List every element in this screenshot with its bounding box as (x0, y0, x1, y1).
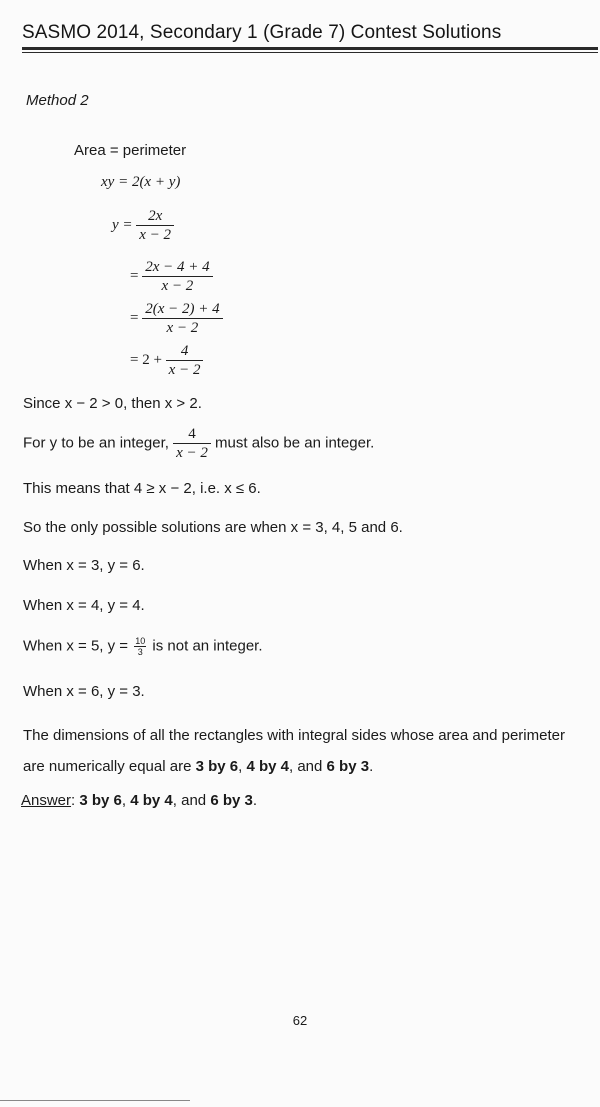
header-rule-thick (22, 47, 598, 50)
equation-step-4 (130, 300, 223, 337)
colon: : (71, 792, 76, 809)
fraction (166, 342, 204, 379)
integer-prefix: For y to be an integer, (23, 434, 169, 452)
case-x5 (23, 636, 263, 657)
denominator: x − 2 (142, 318, 222, 337)
denominator: x − 2 (136, 225, 174, 244)
numerator: 10 (135, 636, 146, 646)
numerator: 2x − 4 + 4 (145, 259, 210, 275)
numerator: 4 (180, 343, 189, 359)
separator: , (121, 792, 127, 809)
solutions-line: So the only possible solutions are when x = 3, 4, 5 and 6. (23, 519, 403, 536)
equation-step-5 (130, 342, 203, 379)
page-number: 62 (292, 1013, 308, 1028)
denominator: x − 2 (142, 276, 212, 295)
page-header: SASMO 2014, Secondary 1 (Grade 7) Contest Solutions (22, 22, 502, 43)
numerator: 2x (148, 208, 163, 224)
answer-line (21, 792, 257, 809)
equation-prefix: = 2 + (130, 351, 162, 368)
equals-sign: = (130, 309, 139, 326)
case-x3: When x = 3, y = 6. (23, 557, 145, 574)
denominator: x − 2 (166, 360, 204, 379)
period: . (369, 758, 374, 775)
case-x5-prefix: When x = 5, y = (23, 637, 129, 655)
rectangle-3-by-6: 3 by 6 (195, 758, 239, 775)
bottom-edge-line (0, 1100, 190, 1101)
separator: , and (289, 758, 323, 775)
answer-label: Answer (21, 792, 72, 809)
area-perimeter-equation: Area = perimeter (74, 142, 187, 159)
equation-xy: xy = 2(x + y) (101, 174, 181, 190)
case-x5-suffix: is not an integer. (152, 637, 263, 655)
answer-3-by-6: 3 by 6 (79, 792, 122, 809)
denominator: 3 (137, 647, 143, 657)
means-line: This means that 4 ≥ x − 2, i.e. x ≤ 6. (23, 480, 261, 497)
fraction (136, 207, 174, 244)
integer-suffix: must also be an integer. (215, 434, 375, 452)
rectangle-4-by-4: 4 by 4 (246, 758, 289, 775)
answer-4-by-4: 4 by 4 (130, 792, 173, 809)
fraction (142, 258, 212, 295)
integer-condition-line (23, 425, 374, 462)
header-rule-thin (22, 52, 598, 53)
fraction (142, 300, 222, 337)
equation-lhs: y = (112, 216, 133, 233)
since-line: Since x − 2 > 0, then x > 2. (23, 395, 202, 412)
answer-6-by-3: 6 by 3 (210, 792, 253, 809)
equation-step-3 (130, 258, 213, 295)
equation-y-fraction (112, 207, 174, 244)
separator: , and (172, 792, 207, 809)
period: . (252, 792, 258, 809)
case-x4: When x = 4, y = 4. (23, 597, 145, 614)
rectangle-6-by-3: 6 by 3 (326, 758, 370, 775)
denominator: x − 2 (173, 443, 211, 462)
equals-sign: = (130, 267, 139, 284)
numerator: 2(x − 2) + 4 (145, 301, 220, 317)
conclusion-paragraph (23, 720, 568, 782)
small-fraction (134, 636, 146, 657)
conclusion-text: The dimensions of all the rectangles with integral sides whose area and perimeter are numerically equal are (23, 727, 565, 775)
numerator: 4 (188, 426, 196, 442)
method-title: Method 2 (26, 92, 89, 109)
case-x6: When x = 6, y = 3. (23, 683, 145, 700)
fraction (173, 425, 211, 462)
separator: , (238, 758, 243, 775)
